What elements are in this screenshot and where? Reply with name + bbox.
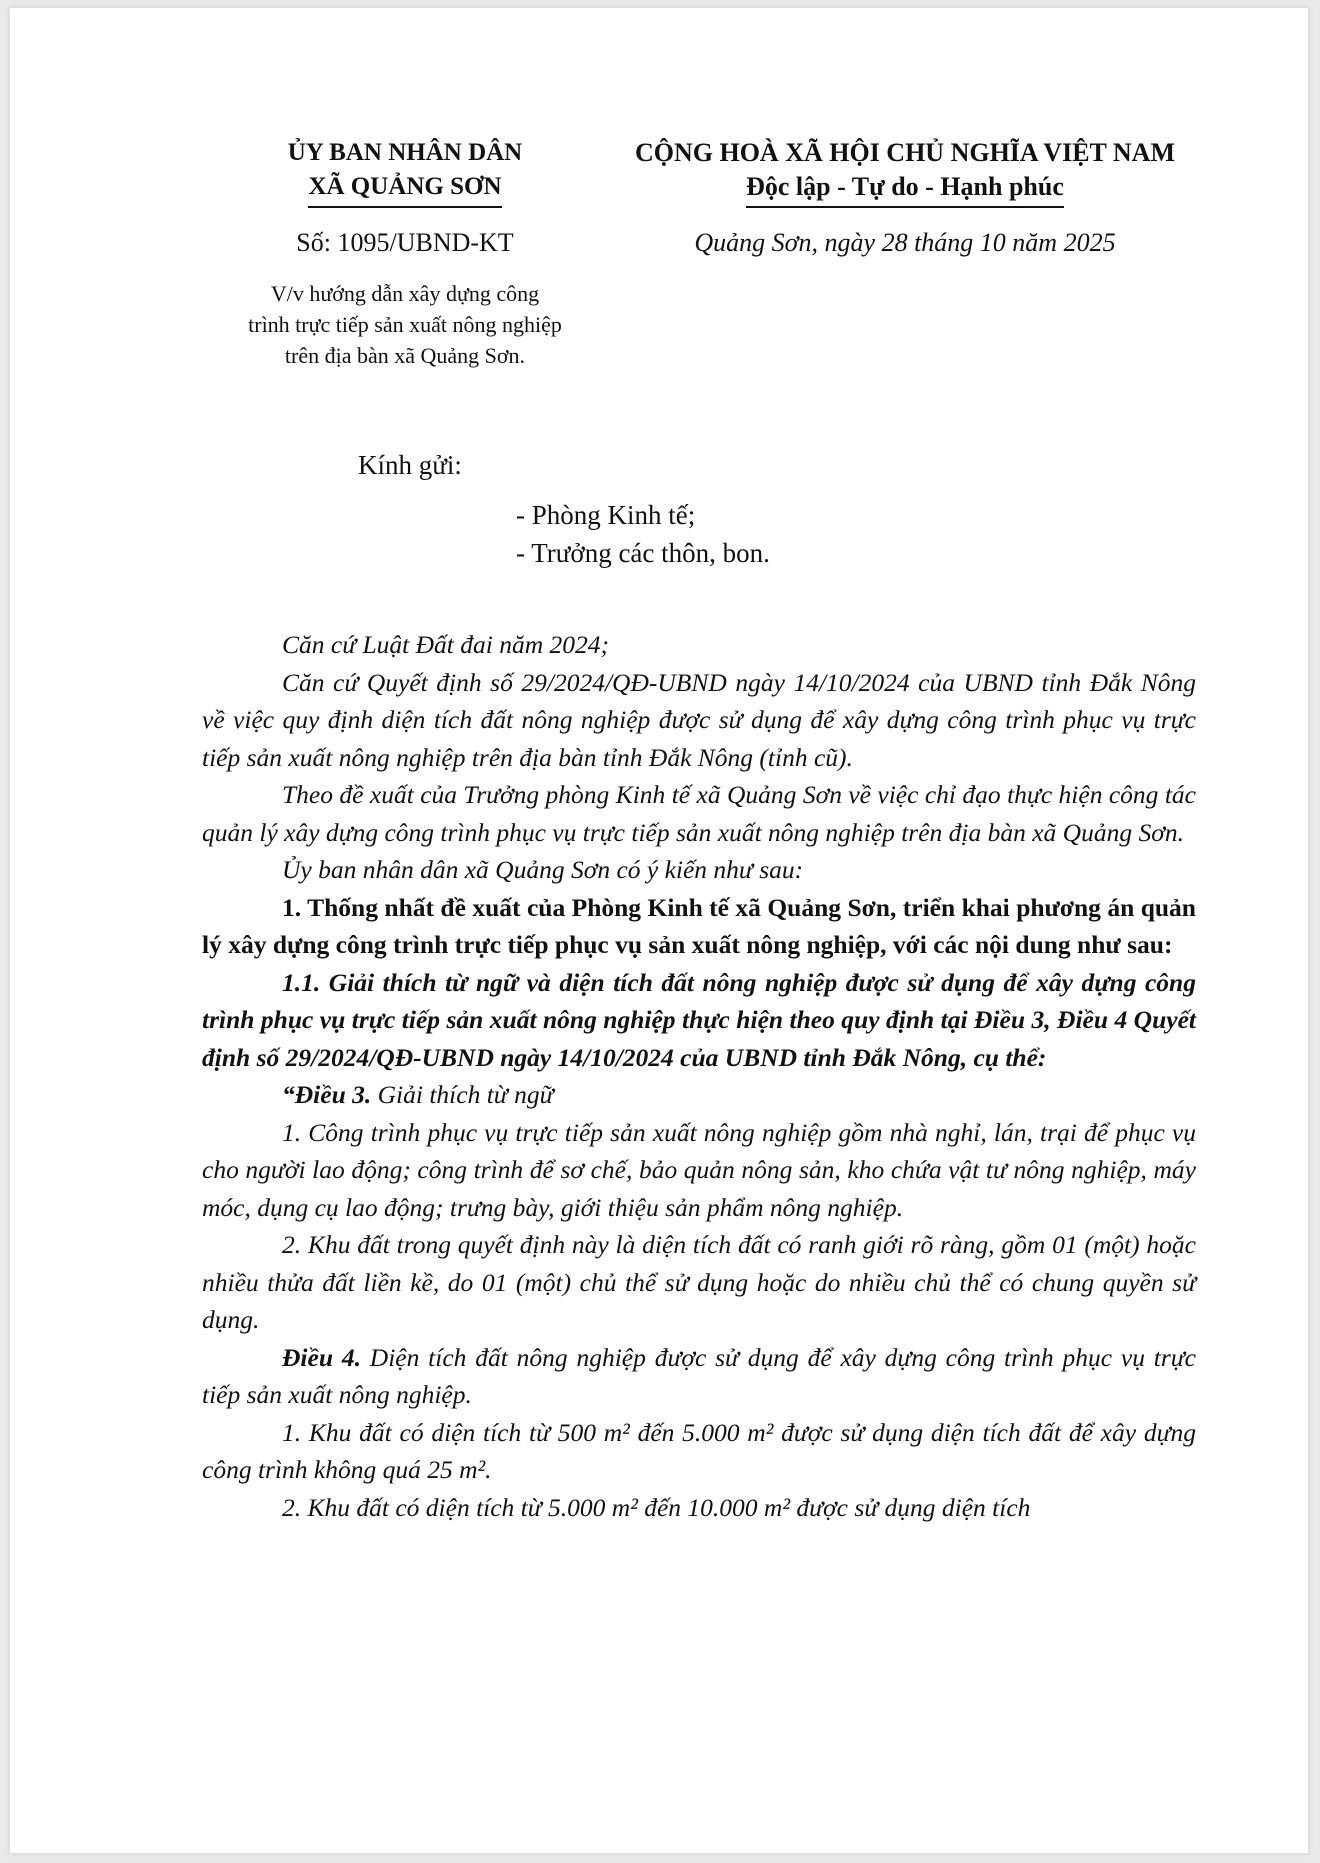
recipient-item: - Trưởng các thôn, bon. [516, 538, 770, 568]
document-body [202, 626, 1196, 1526]
paragraph: 2. Khu đất trong quyết định này là diện tích đất có ranh giới rõ ràng, gồm 01 (một) hoặc nhiều thửa đất liền kề, do 01 (một) chủ thể sử dụng hoặc do nhiều chủ thể có chung quyền sử dụng. [202, 1230, 1196, 1334]
motto: Độc lập - Tự do - Hạnh phúc [746, 170, 1064, 208]
article-heading [202, 1076, 1196, 1114]
paragraph: 1. Công trình phục vụ trực tiếp sản xuất nông nghiệp gồm nhà nghỉ, lán, trại để phục vụ cho người lao động; công trình để sơ chế, bảo quản nông sản, kho chứa vật tư nông nghiệp, máy móc, dụng cụ lao động; trưng bày, giới thiệu sản phẩm nông nghiệp. [202, 1117, 1196, 1222]
paragraph: 1. Khu đất có diện tích từ 500 m² đến 5.000 m² được sử dụng diện tích đất để xây dựng công trình không quá 25 m². [202, 1417, 1196, 1484]
subject-line: V/v hướng dẫn xây dựng công [270, 281, 540, 306]
paragraph: 2. Khu đất có diện tích từ 5.000 m² đến 10.000 m² được sử dụng diện tích [282, 1492, 1031, 1522]
agency-line-2: XÃ QUẢNG SƠN [308, 170, 501, 208]
document-date: Quảng Sơn, ngày 28 tháng 10 năm 2025 [694, 228, 1116, 257]
article-number: “Điều 3. [282, 1080, 372, 1109]
paragraph: Căn cứ Luật Đất đai năm 2024; [282, 630, 609, 659]
article-title: Diện tích đất nông nghiệp được sử dụng để xây dựng công trình phục vụ trực tiếp sản xuất nông nghiệp. [202, 1342, 1196, 1409]
document-subject [220, 278, 590, 371]
document-number: Số: 1095/UBND-KT [296, 228, 514, 257]
paragraph: 1.1. Giải thích từ ngữ và diện tích đất nông nghiệp được sử dụng để xây dựng công trình phục vụ trực tiếp sản xuất nông nghiệp thực hiện theo quy định tại Điều 3, Điều 4 Quyết định số 29/2024/QĐ-UBND ngày 14/10/2024 của UBND tỉnh Đắk Nông, cụ thể: [202, 967, 1196, 1072]
article-heading [202, 1339, 1196, 1414]
recipient-item: - Phòng Kinh tế; [516, 500, 696, 530]
recipients-label: Kính gửi: [358, 450, 462, 480]
agency-header [220, 136, 590, 208]
article-number: Điều 4. [282, 1342, 361, 1372]
agency-line-1: ỦY BAN NHÂN DÂN [287, 139, 523, 166]
nation-line-1: CỘNG HOÀ XÃ HỘI CHỦ NGHĨA VIỆT NAM [634, 138, 1176, 167]
subject-line: trên địa bàn xã Quảng Sơn. [284, 343, 526, 368]
nation-header [605, 136, 1205, 208]
paragraph: Căn cứ Quyết định số 29/2024/QĐ-UBND ngày 14/10/2024 của UBND tỉnh Đắk Nông về việc quy định diện tích đất nông nghiệp được sử dụng để xây dựng công trình phục vụ trực tiếp sản xuất nông nghiệp trên địa bàn tỉnh Đắk Nông (tỉnh cũ). [202, 667, 1196, 772]
paragraph: Ủy ban nhân dân xã Quảng Sơn có ý kiến như sau: [282, 855, 804, 884]
subject-line: trình trực tiếp sản xuất nông nghiệp [248, 312, 562, 337]
article-title: Giải thích từ ngữ [371, 1080, 554, 1109]
document-page [10, 8, 1308, 1853]
paragraph: 1. Thống nhất đề xuất của Phòng Kinh tế xã Quảng Sơn, triển khai phương án quản lý xây dựng công trình trực tiếp phục vụ sản xuất nông nghiệp, với các nội dung như sau: [202, 892, 1196, 959]
paragraph: Theo đề xuất của Trưởng phòng Kinh tế xã Quảng Sơn về việc chỉ đạo thực hiện công tác quản lý xây dựng công trình phục vụ trực tiếp sản xuất nông nghiệp trên địa bàn xã Quảng Sơn. [202, 780, 1196, 847]
